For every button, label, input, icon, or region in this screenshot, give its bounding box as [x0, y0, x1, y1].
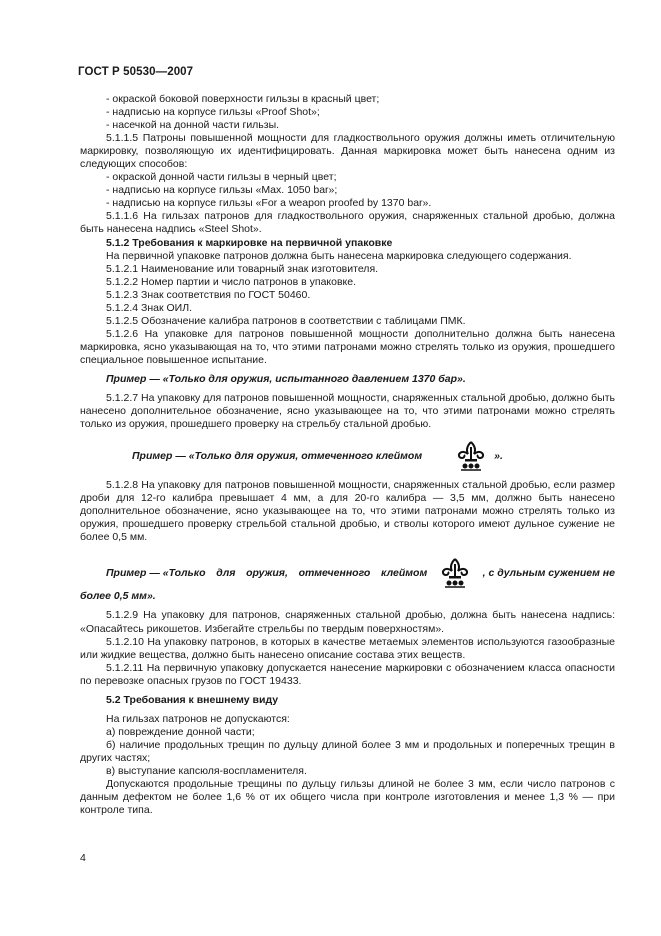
list-item: 5.1.2.5 Обозначение калибра патронов в соответствии с таблицами ПМК.	[106, 314, 466, 327]
example-3-line2: более 0,5 мм».	[80, 590, 156, 603]
example-3-word: отмеченного	[298, 566, 371, 579]
paragraph-5-1-2-6: 5.1.2.6 На упаковке для патронов повышенной мощности дополнительно должна быть нанесена маркировка, ясно указывающая на то, что этими патронами можно стрелять только из оружия, прошедшего специальное повышенное испытание.	[80, 327, 615, 366]
list-item: в) выступание капсюля-воспламенителя.	[106, 764, 307, 777]
list-item: - окраской боковой поверхности гильзы в красный цвет;	[106, 93, 380, 105]
fleur-de-lis-proof-mark-icon	[428, 439, 462, 473]
document-body	[80, 93, 615, 817]
paragraph-5-1-2-11: 5.1.2.11 На первичную упаковку допускается нанесение маркировки с обозначением класса опасности по перевозке опасных грузов по ГОСТ 19433.	[80, 661, 615, 687]
paragraph-5-1-1-5: 5.1.1.5 Патроны повышенной мощности для гладкоствольного оружия должны иметь отличительную маркировку, позволяющую их идентифицировать. Данная маркировка может быть нанесена одним из следующих способов:	[80, 132, 615, 171]
example-3-word: для	[216, 566, 236, 579]
example-1: Пример — «Только для оружия, испытанного давлением 1370 бар».	[106, 372, 466, 385]
list-item: - насечкой на донной части гильзы.	[106, 119, 280, 132]
list-item: 5.1.2.1 Наименование или товарный знак изготовителя.	[106, 262, 379, 275]
list-item: - надписью на корпусе гильзы «Proof Shot»;	[106, 106, 320, 119]
list-item: - окраской донной части гильзы в черный цвет;	[106, 171, 337, 184]
example-2-text: Пример — «Только для оружия, отмеченного клеймом	[132, 450, 423, 463]
list-item: - надписью на корпусе гильзы «Max. 1050 bar»;	[106, 184, 338, 197]
example-3	[80, 556, 615, 603]
paragraph-5-1-2-intro: На первичной упаковке патронов должна быть нанесена маркировка следующего содержания.	[106, 249, 572, 262]
example-3-word: оружия,	[246, 566, 288, 579]
list-item: - надписью на корпусе гильзы «For a weapon proofed by 1370 bar».	[106, 197, 432, 210]
example-3-word: Пример — «Только	[106, 566, 206, 579]
example-2	[80, 439, 615, 473]
list-item: 5.1.2.2 Номер партии и число патронов в упаковке.	[106, 275, 357, 288]
list-item: а) повреждение донной части;	[106, 725, 255, 738]
list-item: б) наличие продольных трещин по дульцу длиной более 3 мм и продольных и поперечных трещин в других частях;	[80, 738, 615, 764]
paragraph-5-2-intro: На гильзах патронов не допускаются:	[106, 712, 290, 725]
section-heading-5-1-2: 5.1.2 Требования к маркировке на первичной упаковке	[106, 236, 393, 249]
paragraph-5-2-final: Допускаются продольные трещины по дульцу гильзы длиной не более 3 мм, если число патронов с данным дефектом не более 1,6 % от их общего числа при контроле изготовления и менее 1,3 % — при контроле типа.	[80, 778, 615, 817]
paragraph-5-1-2-10: 5.1.2.10 На упаковку патронов, в которых в качестве метаемых элементов используются газообразные или жидкие вещества, должно быть нанесено описание состава этих веществ.	[80, 635, 615, 661]
paragraph-5-1-2-7: 5.1.2.7 На упаковку для патронов повышенной мощности, снаряженных стальной дробью, должно быть нанесено дополнительное обозначение, ясно указывающее на то, что этими патронами можно стрелять только из оружия, прошедшего проверку на стрельбу стальной дробью.	[80, 392, 615, 431]
list-item: 5.1.2.4 Знак ОИЛ.	[106, 301, 193, 314]
section-heading-5-2: 5.2 Требования к внешнему виду	[106, 693, 279, 706]
paragraph-5-1-2-8: 5.1.2.8 На упаковку для патронов повышенной мощности, снаряженных стальной дробью, если размер дроби для 12-го калибра превышает 4 мм, а для 20-го калибра — 3,5 мм, должно быть нанесено дополнительное обозначение, ясно указывающее на то, что этими патронами можно стрелять только из оружия, прошедшего проверку стрельбой стальной дробью, и стволы которого имеют дульное сужение не более 0,5 мм.	[80, 479, 615, 544]
page-number: 4	[80, 852, 86, 864]
list-item: 5.1.2.3 Знак соответствия по ГОСТ 50460.	[106, 288, 311, 301]
paragraph-5-1-1-6: 5.1.1.6 На гильзах патронов для гладкоствольного оружия, снаряженных стальной дробью, должна быть нанесена надпись «Steel Shot».	[80, 210, 615, 236]
example-3-word: клеймом	[381, 566, 428, 579]
example-3-word: , с дульным сужением не	[482, 566, 615, 579]
example-2-end: ».	[494, 450, 503, 463]
fleur-de-lis-proof-mark-icon	[438, 556, 472, 590]
document-header: ГОСТ Р 50530—2007	[78, 66, 194, 78]
paragraph-5-1-2-9: 5.1.2.9 На упаковку для патронов, снаряженных стальной дробью, должна быть нанесена надпись: «Опасайтесь рикошетов. Избегайте стрельбы по твердым поверхностям».	[80, 609, 615, 635]
